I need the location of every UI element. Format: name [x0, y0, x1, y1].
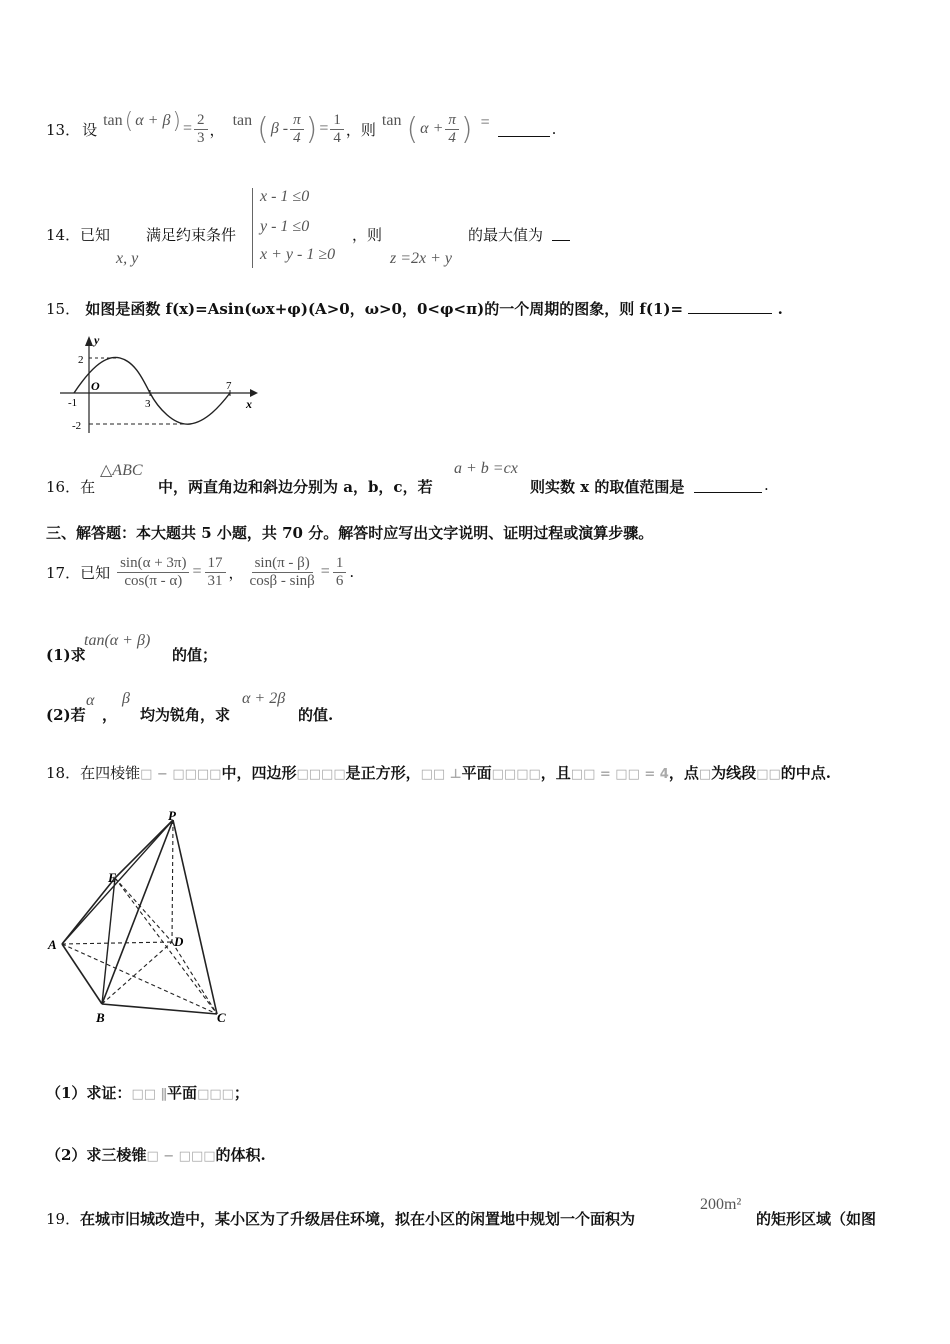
q17-fraction-1: $\frac{\sin(\alpha + 3\pi)}{\cos(\pi - \alpha)}$	[117, 555, 189, 590]
q13-eq3: =	[480, 114, 490, 131]
graph-x-arrow	[250, 389, 258, 397]
graph-y-label: y	[94, 333, 100, 347]
vertex-C: C	[217, 1010, 226, 1025]
graph-y-arrow	[85, 336, 93, 346]
q15-sine-graph	[54, 328, 264, 438]
q13-tan1: tan	[103, 112, 123, 129]
q13-pi-over-4-a: $\frac{\pi}{4}$	[290, 112, 304, 147]
q14-constraint-3: x + y - 1 ≥0	[260, 246, 336, 263]
edge-PB	[102, 820, 173, 1004]
q16-mid: 中，两直角边和斜边分别为 a，b，c，若	[158, 478, 433, 496]
q13-answer-blank[interactable]	[498, 122, 550, 137]
graph-tick-label-m1: -1	[68, 397, 78, 409]
question-19	[46, 1194, 926, 1228]
q16-equation: a + b =cx	[454, 460, 518, 477]
edge-BC	[102, 1004, 217, 1014]
q18-text-5: ，点	[668, 764, 699, 782]
q14-constraint-2: y - 1 ≤0	[260, 218, 310, 235]
q13-frac2: $\frac{1}{4}$	[330, 112, 344, 147]
q18-p1-placeholder-1: □□ ∥	[131, 1087, 168, 1102]
q17-eq2: =	[320, 563, 330, 580]
q15-end: .	[777, 300, 783, 318]
vertex-A: A	[48, 937, 57, 952]
q18-p1-placeholder-2: □□□	[197, 1087, 234, 1102]
q13-arg2: β -	[270, 120, 289, 137]
q18-placeholder-6: □	[698, 767, 712, 782]
vertex-B: B	[96, 1010, 105, 1025]
q14-objective: z =2x + y	[390, 250, 453, 267]
q16-number: 16．在	[46, 478, 96, 496]
q13-arg3: α +	[420, 120, 444, 137]
q18-text-3: 平面	[461, 764, 492, 782]
q18-text-2: 是正方形，	[345, 764, 421, 782]
question-16	[46, 458, 806, 498]
q13-number: 13．	[46, 120, 81, 139]
question-18	[46, 762, 831, 783]
q17-eq1: =	[192, 563, 202, 580]
vertex-D: D	[174, 934, 184, 949]
q19-tail: 的矩形区域（如图	[756, 1210, 877, 1228]
q17-p2-alpha: α	[86, 692, 95, 709]
edge-PD	[172, 820, 173, 942]
q13-eq2: =	[319, 120, 329, 137]
q17-number: 17．已知	[46, 563, 111, 582]
q15-answer-blank[interactable]	[688, 299, 772, 314]
question-13: 13． 设 tan ( α + β ) = $\frac{2}{3}$ ， tan ( β - $\frac{\pi}{4}$ ) = $\frac{1}{4}$ ，则 tan ( α + $\frac{\pi}{4}$ ) = .	[46, 108, 557, 147]
graph-tick-label-m2: -2	[72, 420, 82, 432]
q13-tan2: tan	[232, 112, 253, 129]
vertex-E: E	[108, 870, 117, 885]
graph-x-label: x	[246, 397, 252, 411]
q17-p2-beta: β	[122, 690, 130, 707]
q17-p2-mid: 均为锐角，求	[140, 706, 231, 724]
q16-tail: 则实数 x 的取值范围是	[530, 478, 685, 496]
q14-known: 已知	[80, 226, 111, 244]
q19-number: 19．	[46, 1210, 81, 1228]
q18-placeholder-7: □□	[756, 767, 781, 782]
q13-eq1: =	[183, 120, 193, 137]
q16-end: .	[764, 476, 769, 494]
q18-text-1: 中，四边形	[221, 764, 297, 782]
q13-tan3: tan	[381, 112, 402, 129]
q14-tail: 的最大值为	[468, 226, 544, 244]
q14-then: ，则	[352, 226, 383, 244]
q17-p1-expr: tan(α + β)	[84, 632, 151, 649]
question-14	[46, 186, 666, 272]
q18-part-1	[46, 1082, 249, 1103]
q14-answer-blank[interactable]	[552, 226, 570, 241]
q18-part-2	[46, 1144, 266, 1165]
edge-BD	[102, 942, 172, 1004]
q18-text-4: ，且	[540, 764, 571, 782]
q18-placeholder-5: □□ = □□ = 4	[570, 767, 669, 782]
q19-text: 在城市旧城改造中，某小区为了升级居住环境，拟在小区的闲置地中规划一个面积为	[80, 1210, 636, 1228]
q17-fraction-2: $\frac{\sin(\pi - \beta)}{\cos\beta - \sin\beta}$	[249, 554, 315, 589]
q14-brace	[252, 188, 255, 268]
section-3-header: 三、解答题：本大题共 5 小题，共 70 分。解答时应写出文字说明、证明过程或演算步骤。	[46, 524, 654, 542]
q18-pyramid-figure	[40, 808, 250, 1028]
q17-p2-expr: α + 2β	[242, 690, 286, 707]
q18-p1-label: （1）求证：	[46, 1084, 132, 1102]
edge-ED	[115, 878, 172, 942]
q19-area: 200m²	[700, 1196, 742, 1213]
graph-tick-label-3: 3	[145, 398, 151, 410]
q17-value-1: $\frac{17}{31}$	[205, 555, 226, 590]
q14-number: 14．	[46, 226, 81, 244]
q17-p2-label: (2)若	[46, 706, 86, 724]
q17-value-2: $\frac{1}{6}$	[333, 555, 347, 590]
q18-placeholder-3: □□ ⊥	[420, 767, 462, 782]
q18-placeholder-4: □□□□	[491, 767, 541, 782]
q17-p2-tail: 的值.	[298, 706, 334, 724]
q15-text: 如图是函数 f(x)=Asin(ωx+φ)(A>0，ω>0，0<φ<π)的一个周期的图象，则 f(1)=	[85, 300, 684, 318]
q15-number: 15．	[46, 300, 81, 318]
q18-p2-placeholder: □ − □□□	[146, 1149, 216, 1164]
q18-placeholder-2: □□□□	[296, 767, 346, 782]
q16-answer-blank[interactable]	[694, 478, 762, 493]
edge-AP	[62, 820, 173, 944]
q17-end: .	[349, 563, 355, 581]
q18-p2-label: （2）求三棱锥	[46, 1146, 147, 1164]
q17-part-2	[46, 690, 366, 724]
q18-p1-end: ；	[233, 1084, 249, 1102]
q13-sep1: ，	[209, 120, 225, 139]
q18-number: 18．在四棱锥	[46, 764, 141, 782]
q14-condition: 满足约束条件	[146, 226, 237, 244]
q13-arg1: α + β	[135, 112, 171, 129]
edge-DC	[172, 942, 217, 1014]
question-15	[46, 298, 783, 319]
q17-sep: ，	[228, 563, 244, 582]
graph-tick-label-2: 2	[78, 354, 84, 366]
q17-p1-tail: 的值；	[172, 646, 218, 664]
q16-triangle: △ABC	[100, 462, 143, 479]
graph-tick-label-7: 7	[226, 380, 232, 392]
q13-lead: 设	[82, 120, 98, 139]
q17-p1-label: (1)求	[46, 646, 86, 664]
vertex-P: P	[168, 808, 176, 823]
q13-then: ，则	[345, 120, 376, 139]
question-17	[46, 544, 354, 600]
q18-p1-text: 平面	[167, 1084, 198, 1102]
q13-pi-over-4-b: $\frac{\pi}{4}$	[445, 112, 459, 147]
q14-vars: x, y	[116, 250, 139, 267]
q18-p2-end: 的体积.	[215, 1146, 266, 1164]
q13-frac1: $\frac{2}{3}$	[194, 112, 208, 147]
q14-constraint-1: x - 1 ≤0	[260, 188, 310, 205]
q18-placeholder-1: □ − □□□□	[140, 767, 222, 782]
q17-p2-sep: ，	[102, 706, 118, 724]
q18-text-6: 为线段	[711, 764, 757, 782]
graph-origin-label: O	[91, 379, 100, 393]
q18-text-7: 的中点.	[780, 764, 831, 782]
q13-end: .	[551, 120, 557, 138]
edge-AD	[62, 942, 172, 944]
